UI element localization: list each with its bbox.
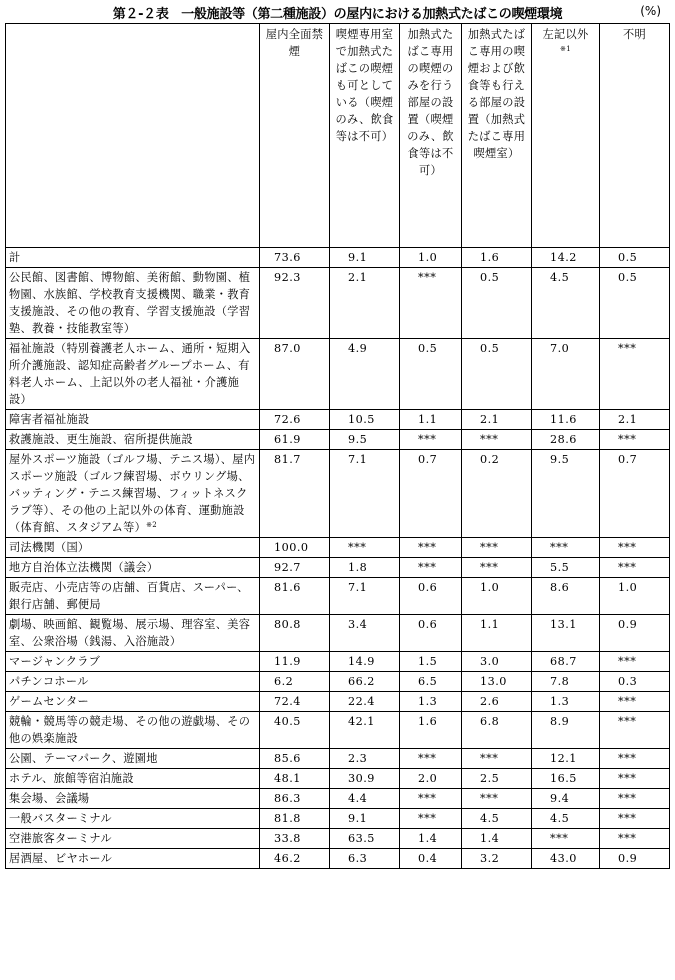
value-cell: 14.9 [330, 652, 400, 672]
row-label-cell [6, 652, 260, 672]
value-cell: 30.9 [330, 769, 400, 789]
page-title: 第２-２表 一般施設等（第二種施設）の屋内における加熱式たばこの喫煙環境 [112, 7, 563, 22]
row-label-cell [6, 615, 260, 652]
value-cell: 14.2 [532, 248, 600, 268]
value-cell: 1.5 [400, 652, 462, 672]
row-label-cell [6, 558, 260, 578]
value-cell: 0.2 [462, 450, 532, 538]
value-cell: 16.5 [532, 769, 600, 789]
value-cell: *** [600, 809, 670, 829]
value-cell: 2.1 [330, 268, 400, 339]
value-cell: *** [400, 538, 462, 558]
value-cell: 87.0 [260, 339, 330, 410]
value-cell: 3.2 [462, 849, 532, 869]
value-cell: *** [400, 268, 462, 339]
value-cell: 1.1 [462, 615, 532, 652]
value-cell: 63.5 [330, 829, 400, 849]
row-label: 福祉施設（特別養護老人ホーム、通所・短期入所介護施設、認知症高齢者グループホーム、有料老人ホーム、上記以外の老人福祉・介護施設） [9, 342, 251, 406]
value-cell: 92.7 [260, 558, 330, 578]
value-cell: *** [600, 769, 670, 789]
value-cell: *** [400, 809, 462, 829]
value-cell: 2.1 [600, 410, 670, 430]
table-row [6, 809, 670, 829]
row-label: パチンコホール [9, 675, 89, 688]
table-row [6, 789, 670, 809]
column-header [532, 24, 600, 248]
value-cell: 46.2 [260, 849, 330, 869]
row-label-cell [6, 672, 260, 692]
table-row [6, 558, 670, 578]
smoking-environment-table [5, 23, 670, 869]
value-cell: 1.3 [400, 692, 462, 712]
table-row [6, 829, 670, 849]
value-cell: 1.8 [330, 558, 400, 578]
value-cell: 85.6 [260, 749, 330, 769]
value-cell: 81.6 [260, 578, 330, 615]
value-cell: 0.7 [400, 450, 462, 538]
column-header-text: 不明 [623, 28, 646, 41]
value-cell: *** [600, 829, 670, 849]
column-header-text: 屋内全面禁煙 [265, 28, 324, 58]
value-cell: 66.2 [330, 672, 400, 692]
value-cell: 42.1 [330, 712, 400, 749]
value-cell: 9.5 [330, 430, 400, 450]
table-row [6, 749, 670, 769]
table-row [6, 578, 670, 615]
value-cell: 10.5 [330, 410, 400, 430]
row-label-cell [6, 410, 260, 430]
row-label-cell [6, 538, 260, 558]
value-cell: 0.3 [600, 672, 670, 692]
row-label: 空港旅客ターミナル [9, 832, 112, 845]
value-cell: *** [400, 789, 462, 809]
row-label-cell [6, 248, 260, 268]
value-cell: 72.6 [260, 410, 330, 430]
value-cell: 7.0 [532, 339, 600, 410]
value-cell: 22.4 [330, 692, 400, 712]
table-row [6, 769, 670, 789]
value-cell: 4.4 [330, 789, 400, 809]
column-header [462, 24, 532, 248]
value-cell: 6.2 [260, 672, 330, 692]
value-cell: 1.6 [400, 712, 462, 749]
value-cell: 13.0 [462, 672, 532, 692]
value-cell: 48.1 [260, 769, 330, 789]
column-footnote-mark: ※1 [560, 45, 571, 53]
value-cell: 81.7 [260, 450, 330, 538]
row-label: 地方自治体立法機関（議会） [9, 561, 159, 574]
table-row [6, 652, 670, 672]
value-cell: *** [462, 430, 532, 450]
row-label: 計 [9, 251, 21, 264]
value-cell: 28.6 [532, 430, 600, 450]
row-label: 集会場、会議場 [9, 792, 90, 805]
value-cell: 1.1 [400, 410, 462, 430]
row-label-cell [6, 339, 260, 410]
column-header [400, 24, 462, 248]
table-row [6, 672, 670, 692]
value-cell: 72.4 [260, 692, 330, 712]
value-cell: 1.0 [600, 578, 670, 615]
row-label: 屋外スポーツ施設（ゴルフ場、テニス場）、屋内スポーツ施設（ゴルフ練習場、ボウリング場、バッティング・テニス練習場、フィットネスクラブ等）、その他の上記以外の体育、運動施設（体育館、スタジアム等） [9, 453, 256, 534]
row-label-cell [6, 268, 260, 339]
value-cell: 81.8 [260, 809, 330, 829]
row-label-cell [6, 692, 260, 712]
value-cell: 7.8 [532, 672, 600, 692]
value-cell: 2.1 [462, 410, 532, 430]
value-cell: *** [330, 538, 400, 558]
row-label-cell [6, 578, 260, 615]
value-cell: 0.6 [400, 615, 462, 652]
value-cell: 2.0 [400, 769, 462, 789]
value-cell: 6.5 [400, 672, 462, 692]
value-cell: 11.6 [532, 410, 600, 430]
row-label-cell [6, 712, 260, 749]
value-cell: 8.9 [532, 712, 600, 749]
value-cell: 86.3 [260, 789, 330, 809]
table-row [6, 268, 670, 339]
value-cell: *** [462, 538, 532, 558]
value-cell: 80.8 [260, 615, 330, 652]
value-cell: 2.5 [462, 769, 532, 789]
value-cell: 6.8 [462, 712, 532, 749]
value-cell: *** [400, 749, 462, 769]
value-cell: 11.9 [260, 652, 330, 672]
header-blank-cell [6, 24, 260, 248]
row-label: 司法機関（国） [9, 541, 90, 554]
row-label-cell [6, 829, 260, 849]
value-cell: *** [400, 430, 462, 450]
value-cell: 0.4 [400, 849, 462, 869]
row-label: 居酒屋、ビヤホール [9, 852, 113, 865]
row-label-cell [6, 430, 260, 450]
row-label: 公民館、図書館、博物館、美術館、動物園、植物園、水族館、学校教育支援機関、職業・教育支援施設、その他の教育、学習支援施設（学習塾、教養・技能教室等） [9, 271, 251, 335]
row-label: マージャンクラブ [9, 655, 101, 668]
value-cell: 7.1 [330, 578, 400, 615]
row-label: ゲームセンター [9, 695, 89, 708]
value-cell: 0.5 [600, 268, 670, 339]
row-label: 公園、テーマパーク、遊園地 [9, 752, 158, 765]
table-row [6, 410, 670, 430]
column-header [330, 24, 400, 248]
value-cell: 92.3 [260, 268, 330, 339]
value-cell: 0.5 [400, 339, 462, 410]
value-cell: 1.3 [532, 692, 600, 712]
value-cell: 73.6 [260, 248, 330, 268]
column-header-text: 左記以外 [542, 28, 589, 41]
value-cell: 9.1 [330, 809, 400, 829]
value-cell: *** [532, 538, 600, 558]
row-label: 一般バスターミナル [9, 812, 112, 825]
value-cell: 0.5 [462, 268, 532, 339]
value-cell: 2.6 [462, 692, 532, 712]
row-label: ホテル、旅館等宿泊施設 [9, 772, 134, 785]
table-row [6, 615, 670, 652]
value-cell: 4.5 [532, 268, 600, 339]
row-label-cell [6, 809, 260, 829]
table-row [6, 538, 670, 558]
value-cell: 9.5 [532, 450, 600, 538]
value-cell: 12.1 [532, 749, 600, 769]
row-label: 障害者福祉施設 [9, 413, 90, 426]
value-cell: 1.6 [462, 248, 532, 268]
value-cell: 7.1 [330, 450, 400, 538]
value-cell: 40.5 [260, 712, 330, 749]
value-cell: 9.4 [532, 789, 600, 809]
row-label-cell [6, 789, 260, 809]
column-header-text: 加熱式たばこ専用の喫煙および飲食等も行える部屋の設置（加熱式たばこ専用喫煙室） [467, 28, 526, 160]
value-cell: *** [462, 749, 532, 769]
value-cell: *** [600, 652, 670, 672]
table-row [6, 430, 670, 450]
value-cell: 0.5 [600, 248, 670, 268]
table-row [6, 712, 670, 749]
row-label: 救護施設、更生施設、宿所提供施設 [9, 433, 193, 446]
value-cell: 5.5 [532, 558, 600, 578]
value-cell: 1.0 [462, 578, 532, 615]
value-cell: *** [532, 829, 600, 849]
value-cell: 3.0 [462, 652, 532, 672]
value-cell: *** [600, 692, 670, 712]
row-label: 競輪・競馬等の競走場、その他の遊戯場、その他の娯楽施設 [9, 715, 251, 745]
header-row [6, 24, 670, 248]
value-cell: 2.3 [330, 749, 400, 769]
row-label-cell [6, 769, 260, 789]
value-cell: *** [462, 558, 532, 578]
table-row [6, 248, 670, 268]
value-cell: 6.3 [330, 849, 400, 869]
column-header [260, 24, 330, 248]
row-label-cell [6, 849, 260, 869]
value-cell: 4.9 [330, 339, 400, 410]
value-cell: 1.4 [400, 829, 462, 849]
value-cell: 0.7 [600, 450, 670, 538]
value-cell: *** [600, 538, 670, 558]
value-cell: 61.9 [260, 430, 330, 450]
column-header [600, 24, 670, 248]
table-row [6, 450, 670, 538]
row-label: 販売店、小売店等の店舗、百貨店、スーパー、銀行店舗、郵便局 [9, 581, 249, 611]
unit-label: (%) [640, 4, 661, 18]
table-row [6, 692, 670, 712]
column-header-text: 喫煙専用室で加熱式たばこの喫煙も可としている（喫煙のみ、飲食等は不可） [335, 28, 394, 143]
value-cell: 100.0 [260, 538, 330, 558]
value-cell: 0.9 [600, 849, 670, 869]
value-cell: *** [462, 789, 532, 809]
value-cell: 3.4 [330, 615, 400, 652]
value-cell: 0.9 [600, 615, 670, 652]
row-footnote-mark: ※2 [146, 521, 157, 529]
column-header-text: 加熱式たばこ専用の喫煙のみを行う部屋の設置（喫煙のみ、飲食等は不可） [407, 28, 454, 177]
row-label-cell [6, 450, 260, 538]
value-cell: 1.0 [400, 248, 462, 268]
value-cell: 13.1 [532, 615, 600, 652]
value-cell: 43.0 [532, 849, 600, 869]
value-cell: 0.5 [462, 339, 532, 410]
value-cell: 4.5 [462, 809, 532, 829]
value-cell: *** [600, 712, 670, 749]
value-cell: 1.4 [462, 829, 532, 849]
value-cell: 0.6 [400, 578, 462, 615]
table-row [6, 339, 670, 410]
value-cell: *** [600, 430, 670, 450]
value-cell: *** [400, 558, 462, 578]
row-label-cell [6, 749, 260, 769]
row-label: 劇場、映画館、観覧場、展示場、理容室、美容室、公衆浴場（銭湯、入浴施設） [9, 618, 251, 648]
value-cell: 33.8 [260, 829, 330, 849]
value-cell: 9.1 [330, 248, 400, 268]
value-cell: *** [600, 339, 670, 410]
table-row [6, 849, 670, 869]
value-cell: 4.5 [532, 809, 600, 829]
value-cell: *** [600, 749, 670, 769]
value-cell: *** [600, 558, 670, 578]
value-cell: 8.6 [532, 578, 600, 615]
value-cell: *** [600, 789, 670, 809]
value-cell: 68.7 [532, 652, 600, 672]
